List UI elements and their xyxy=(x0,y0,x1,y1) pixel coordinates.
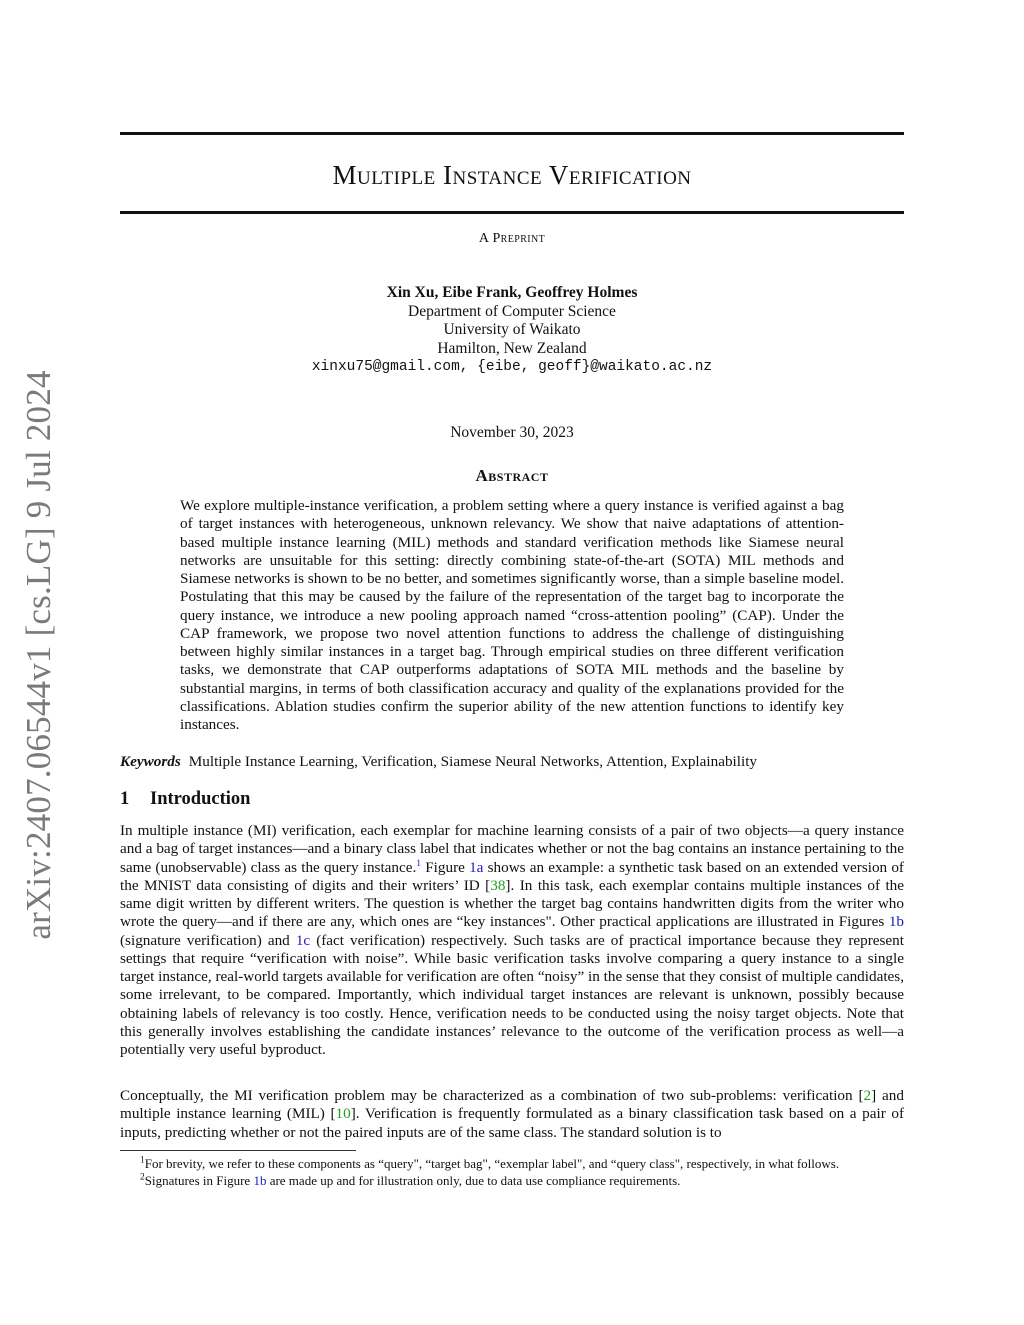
footnotes xyxy=(120,1156,904,1189)
author-department: Department of Computer Science xyxy=(408,302,616,320)
footnote-2-text-a: Signatures in Figure xyxy=(144,1172,254,1188)
section-title: Introduction xyxy=(150,789,251,809)
p1-text-5: (signature verification) and xyxy=(120,931,296,949)
author-university: University of Waikato xyxy=(443,321,581,338)
author-block xyxy=(120,284,904,377)
footnote-1-text: For brevity, we refer to these components as “query", “target bag", “exemplar label", and “query class", respectively, in what follows. xyxy=(144,1156,840,1171)
p2-text-1: Conceptually, the MI verification problem may be characterized as a combination of two sub-problems: verification [ xyxy=(120,1087,864,1104)
section-heading-introduction xyxy=(120,789,250,810)
abstract-heading: Abstract xyxy=(475,466,549,485)
preprint-label: A Preprint xyxy=(478,231,546,246)
p2-text-2: ] and multiple instance learning (MIL) [ xyxy=(120,1087,904,1123)
footnote-1-mark: 1 xyxy=(140,1155,145,1166)
keywords-line xyxy=(120,753,904,771)
paper-title: Multiple Instance Verification xyxy=(332,160,692,190)
p1-text-2: Figure xyxy=(421,858,470,876)
author-email: xinxu75@gmail.com, {eibe, geoff}@waikato.ac.nz xyxy=(311,359,713,375)
footnote-ref-1[interactable]: 1 xyxy=(416,858,422,869)
arxiv-stamp xyxy=(14,370,64,940)
p1-text-1: In multiple instance (MI) verification, each exemplar for machine learning consists of a pair of two objects—a query instance and a bag of target instances—and a binary class label that indicates whether or not the bag contains an instance pertaining to the same (unobservable) class as the query instance. xyxy=(120,822,904,876)
footnote-2-mark: 2 xyxy=(140,1172,145,1183)
author-names: Xin Xu, Eibe Frank, Geoffrey Holmes xyxy=(386,284,638,301)
figure-ref-1a[interactable]: 1a xyxy=(469,858,484,876)
footnote-divider xyxy=(120,1150,356,1151)
paper-date: November 30, 2023 xyxy=(450,424,574,441)
author-location: Hamilton, New Zealand xyxy=(437,339,587,357)
citation-10[interactable]: 10 xyxy=(335,1105,351,1123)
figure-ref-1b[interactable]: 1b xyxy=(888,913,904,931)
p1-text-3: shows an example: a synthetic task based on an extended version of the MNIST data consisting of digits and their writers’ ID [ xyxy=(120,858,904,894)
title-top-rule xyxy=(120,132,904,135)
title-bottom-rule xyxy=(120,211,904,214)
footnote-2 xyxy=(120,1173,904,1190)
arxiv-stamp-text: arXiv:2407.06544v1 [cs.LG] 9 Jul 2024 xyxy=(19,370,58,940)
footnote-1 xyxy=(120,1156,904,1173)
intro-paragraph-2 xyxy=(120,1087,904,1142)
intro-paragraph-1 xyxy=(120,822,904,1059)
citation-2[interactable]: 2 xyxy=(863,1087,872,1104)
keywords-text: Multiple Instance Learning, Verification, Siamese Neural Networks, Attention, Explainability xyxy=(188,753,758,770)
p1-text-6: (fact verification) respectively. Such tasks are of practical importance because they represent settings that require “verification with noise”. While basic verification tasks involve comparing a query instance to a single target instance, real-world targets available for verification are often “noisy” in the sense that they consist of multiple candidates, some irrelevant, to be compared. Importantly, which individual target instances are relevant is unknown, possibly because obtaining labels of relevancy is too costly. Hence, verification needs to be conducted using the noisy target objects. Note that this generally involves establishing the candidate instances’ relevance to the outcome of the verification process as well—a potentially very useful byproduct. xyxy=(120,931,904,1058)
p2-text-3: ]. Verification is frequently formulated as a binary classification task based on a pair of inputs, predicting whether or not the paired inputs are of the same class. The standard solution is to xyxy=(120,1105,905,1141)
p1-text-4: ]. In this task, each exemplar contains multiple instances of the same digit written by different writers. The question is whether the target bag contains handwritten digits from the writer who wrote the query—and if there are any, which ones are “key instances". Other practical applications are illustrated in Figures xyxy=(120,876,905,931)
footnote-2-figure-ref[interactable]: 1b xyxy=(253,1172,267,1188)
footnote-2-text-b: are made up and for illustration only, due to data use compliance requirements. xyxy=(266,1172,681,1188)
keywords-label: Keywords xyxy=(120,753,181,770)
abstract-text: We explore multiple-instance verification, a problem setting where a query instance is verified against a bag of target instances with heterogeneous, unknown relevancy. We show that naive adaptations of attention-based multiple instance learning (MIL) methods and standard verification methods like Siamese neural networks are unsuitable for this setting: directly combining state-of-the-art (SOTA) MIL methods and Siamese networks is shown to be no better, and sometimes significantly worse, than a simple baseline model. Postulating that this may be caused by the failure of the representation of the target bag to incorporate the query instance, we introduce a new pooling approach named “cross-attention pooling” (CAP). Under the CAP framework, we propose two novel attention functions to address the challenge of distinguishing between highly similar instances in a target bag. Through empirical studies on three different verification tasks, we demonstrate that CAP outperforms adaptations of SOTA MIL methods and the baseline by substantial margins, in terms of both classification accuracy and quality of the explanations provided for the classifications. Ablation studies confirm the superior ability of the new attention functions to identify key instances. xyxy=(180,497,844,733)
citation-38[interactable]: 38 xyxy=(490,876,506,894)
section-number: 1 xyxy=(120,789,130,809)
figure-ref-1c[interactable]: 1c xyxy=(295,931,311,949)
